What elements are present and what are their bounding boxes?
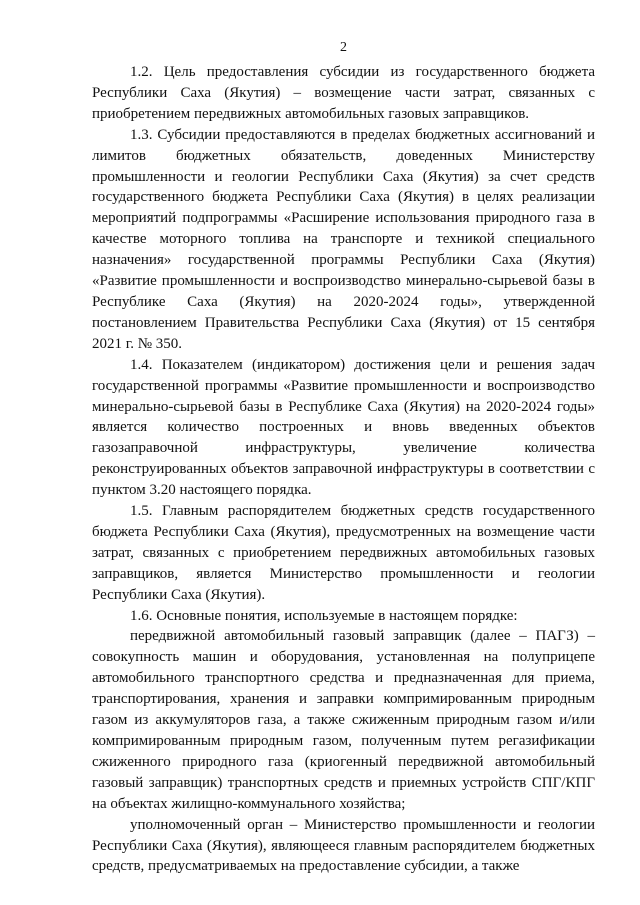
definition-pagz: передвижной автомобильный газовый заправщик (далее – ПАГЗ) – совокупность машин и оборудования, установленная на полуприцепе автомобильного транспортного средства и предназначенная для приема, транспортирования, хранения и заправки компримированным природным газом из аккумуляторов газа, а также сжиженным природным газом и/или компримированным природным газом, полученным путем регазификации сжиженного природного газа (криогенный передвижной автомобильный газовый заправщик) транспортных средств и приемных устройств СПГ/КПГ на объектах жилищно-коммунального хозяйства; bbox=[92, 628, 595, 812]
paragraph-1-6: 1.6. Основные понятия, используемые в настоящем порядке: bbox=[130, 607, 518, 624]
paragraph-1-3: 1.3. Субсидии предоставляются в пределах бюджетных ассигнований и лимитов бюджетных обязательств, доведенных Министерству промышленности и геологии Республики Саха (Якутия) за счет средств государственного бюджета Республики Саха (Якутия) в целях реализации мероприятий подпрограммы «Расширение использования природного газа в качестве моторного топлива на транспорте и техникой специального назначения» государственной программы Республики Саха (Якутия) «Развитие промышленности и воспроизводство минерально-сырьевой базы в Республике Саха (Якутия) на 2020-2024 годы», утвержденной постановлением Правительства Республики Саха (Якутия) от 15 сентября 2021 г. № 350. bbox=[92, 126, 595, 352]
definition-authorized-body: уполномоченный орган – Министерство промышленности и геологии Республики Саха (Якутия), являющееся главным распорядителем бюджетных средств, предусматриваемых на предоставление субсидии, а также bbox=[92, 816, 595, 875]
paragraph-1-4: 1.4. Показателем (индикатором) достижения цели и решения задач государственной программы «Развитие промышленности и воспроизводство минерально-сырьевой базы в Республике Саха (Якутия) на 2020-2024 годы» является количество построенных и вновь введенных объектов газозаправочной инфраструктуры, увеличение количества реконструированных объектов заправочной инфраструктуры в соответствии с пунктом 3.20 настоящего порядка. bbox=[92, 356, 595, 499]
document-body bbox=[92, 62, 595, 877]
page-number: 2 bbox=[340, 40, 347, 55]
paragraph-1-2: 1.2. Цель предоставления субсидии из государственного бюджета Республики Саха (Якутия) – возмещение части затрат, связанных с приобретением передвижных автомобильных газовых заправщиков. bbox=[92, 64, 595, 122]
paragraph-1-5: 1.5. Главным распорядителем бюджетных средств государственного бюджета Республики Саха (Якутия), предусмотренных на возмещение части затрат, связанных с приобретением передвижных автомобильных газовых заправщиков, является Министерство промышленности и геологии Республики Саха (Якутия). bbox=[92, 503, 595, 603]
